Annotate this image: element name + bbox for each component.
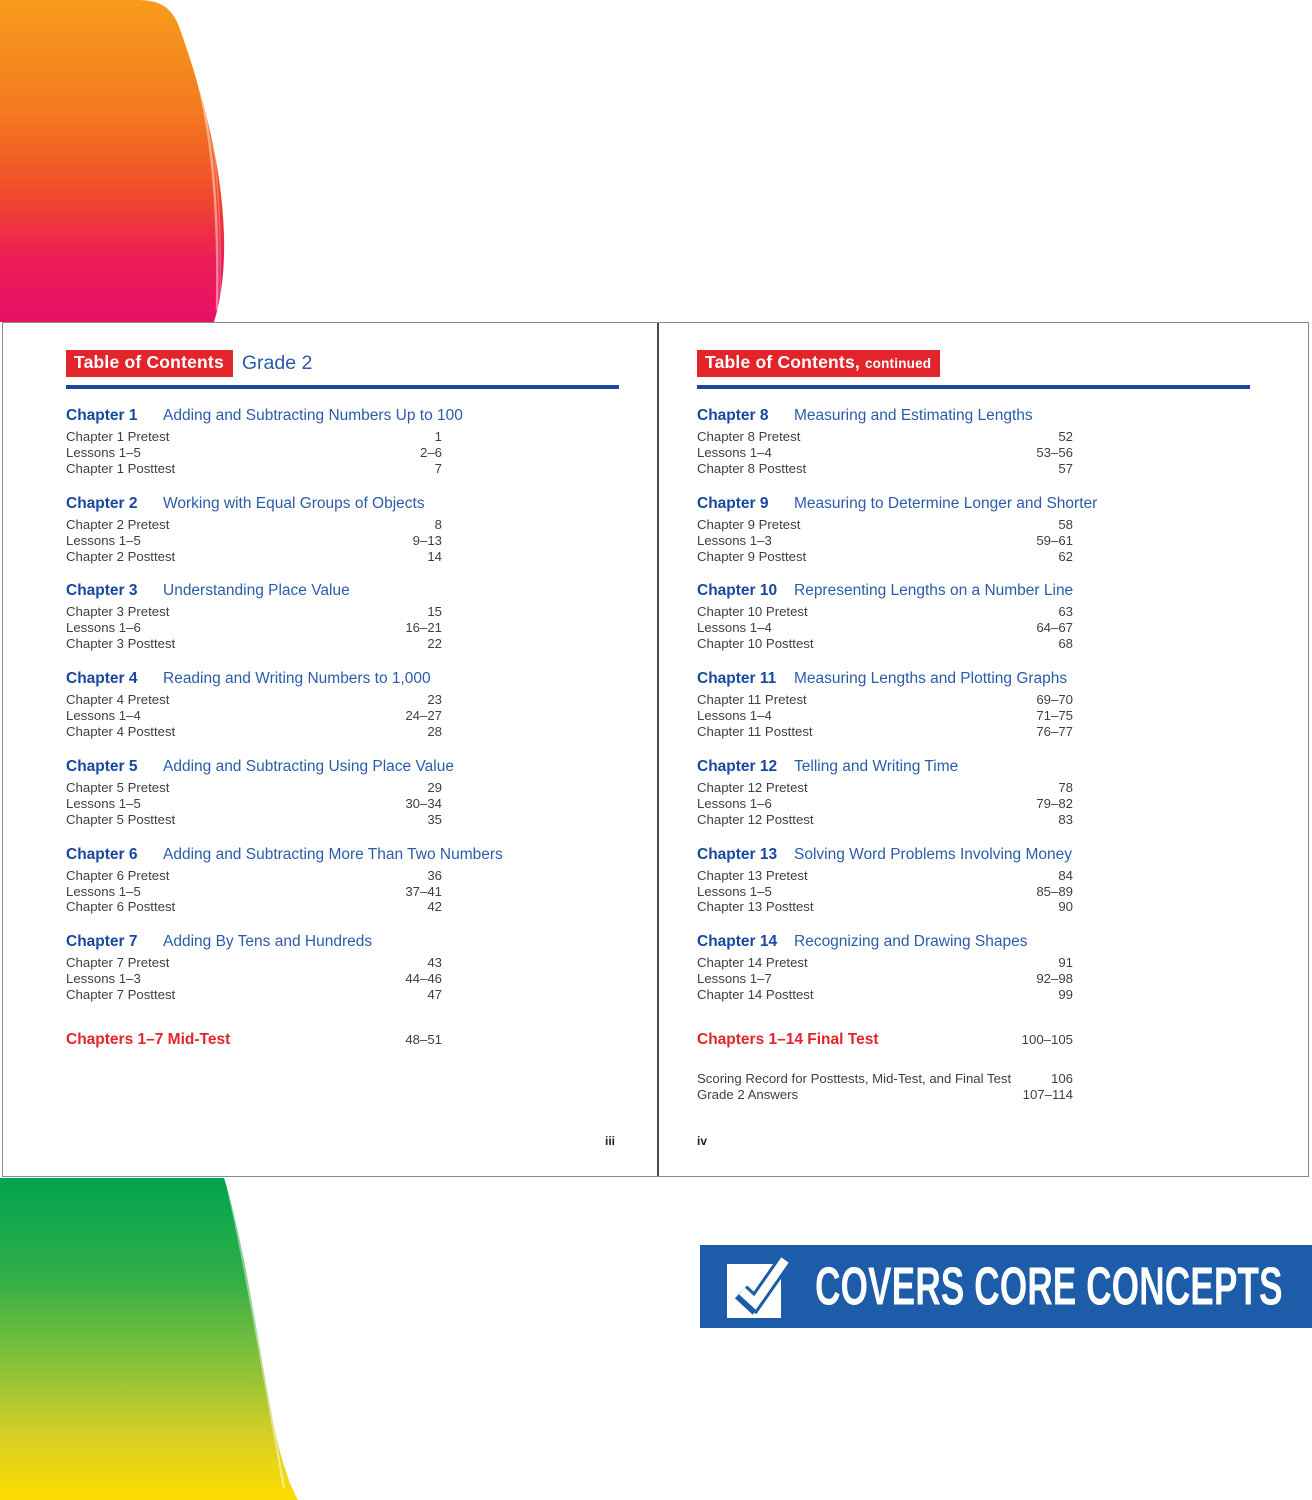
chapter-heading [66,669,657,689]
entry-label: Chapter 14 Posttest [697,987,814,1003]
toc-entry-row [66,812,442,828]
entry-label: Chapter 6 Posttest [66,899,176,915]
entry-label: Chapter 12 Posttest [697,811,814,827]
chapter-heading [697,581,1307,601]
chapter-entries [697,780,1073,828]
chapter-title: Adding and Subtracting Using Place Value [163,757,454,775]
toc-entry-row [66,971,442,987]
answers-row [697,1087,1073,1103]
toc-entry-row [66,533,442,549]
entry-label: Lessons 1–6 [66,620,141,636]
chapter-entries [697,517,1073,565]
entry-pages: 14 [427,548,442,564]
entry-label: Lessons 1–6 [697,795,772,811]
mid-test-row [66,1031,442,1049]
entry-pages: 23 [427,692,442,708]
entry-label: Chapter 7 Posttest [66,987,176,1003]
banner-label: COVERS CORE CONCEPTS [815,1256,1283,1317]
chapter-number: Chapter 11 [697,670,777,688]
entry-pages: 30–34 [405,795,442,811]
entry-label: Lessons 1–4 [66,708,141,724]
chapter-block [697,757,1307,828]
chapter-entries [697,692,1073,740]
chapter-number: Chapter 14 [697,933,778,951]
entry-pages: 36 [427,867,442,883]
entry-pages: 71–75 [1036,708,1073,724]
entry-label: Chapter 3 Posttest [66,636,176,652]
chapter-entries [66,692,442,740]
entry-pages: 99 [1058,987,1073,1003]
grade-label: Grade 2 [241,352,313,374]
entry-pages: 9–13 [412,532,442,548]
toc-entry-row [697,899,1073,915]
entry-label: Lessons 1–5 [66,795,141,811]
toc-entry-row [697,604,1073,620]
entry-label: Chapter 11 Pretest [697,692,807,708]
chapter-entries [66,780,442,828]
chapter-number: Chapter 8 [697,407,769,424]
chapter-block [697,845,1307,916]
toc-header-badge-continued [697,350,940,377]
entry-pages: 68 [1058,636,1073,652]
chapter-number: Chapter 2 [66,494,138,512]
entry-pages: 64–67 [1036,620,1073,636]
entry-label: Chapter 10 Pretest [697,604,808,620]
toc-entry-row [697,724,1073,740]
entry-label: Chapter 5 Posttest [66,811,176,827]
chapter-entries [66,429,442,477]
chapter-title: Solving Word Problems Involving Money [794,845,1072,863]
final-test-row [697,1031,1073,1049]
mid-test-label: Chapters 1–7 Mid-Test [66,1031,231,1049]
entry-label: Grade 2 Answers [697,1087,799,1103]
orange-pink-gradient-shape [0,0,240,322]
entry-pages: 79–82 [1036,795,1073,811]
toc-page-right [659,323,1307,1176]
checkbox-check-icon [725,1254,801,1320]
entry-label: Chapter 6 Pretest [66,867,170,883]
toc-entry-row [697,517,1073,533]
toc-header-badge-label: Table of Contents, [705,352,860,373]
toc-entry-row [66,708,442,724]
entry-pages: 43 [427,955,442,971]
entry-label: Lessons 1–3 [697,532,772,548]
entry-pages: 78 [1058,779,1073,795]
entry-pages: 84 [1058,867,1073,883]
toc-entry-row [697,868,1073,884]
entry-label: Lessons 1–4 [697,708,772,724]
toc-entry-row [66,899,442,915]
chapter-title: Reading and Writing Numbers to 1,000 [163,670,431,688]
entry-label: Scoring Record for Posttests, Mid-Test, and Final Test [697,1071,1012,1087]
toc-entry-row [66,549,442,565]
entry-pages: 57 [1058,460,1073,476]
toc-entry-row [66,796,442,812]
entry-pages: 37–41 [405,883,442,899]
entry-label: Lessons 1–4 [697,620,772,636]
entry-pages: 47 [427,987,442,1003]
toc-header-left [66,350,657,377]
toc-entry-row [66,461,442,477]
chapter-heading [697,669,1307,689]
chapter-block [66,757,657,828]
chapter-heading [66,494,657,514]
entry-pages: 106 [1050,1071,1073,1087]
chapter-number: Chapter 4 [66,670,138,688]
toc-entry-row [697,955,1073,971]
toc-entry-row [697,692,1073,708]
final-test-pages: 100–105 [1021,1032,1073,1048]
chapter-heading [66,581,657,601]
entry-pages: 85–89 [1036,883,1073,899]
entry-pages: 76–77 [1036,723,1073,739]
toc-header-badge-label: Table of Contents [74,352,224,373]
toc-entry-row [697,461,1073,477]
chapter-heading [697,845,1307,865]
chapter-entries [66,868,442,916]
header-rule [66,385,619,389]
entry-label: Lessons 1–5 [697,883,772,899]
toc-entry-row [66,987,442,1003]
entry-label: Chapter 9 Pretest [697,516,801,532]
chapter-block [66,494,657,565]
entry-label: Chapter 2 Pretest [66,516,170,532]
chapter-title: Recognizing and Drawing Shapes [794,933,1028,951]
chapter-number: Chapter 13 [697,845,778,863]
entry-label: Chapter 4 Pretest [66,692,170,708]
toc-entry-row [697,780,1073,796]
entry-pages: 24–27 [405,708,442,724]
chapter-heading [66,932,657,952]
chapter-heading [66,406,657,426]
chapter-block [697,494,1307,565]
header-rule [697,385,1250,389]
entry-pages: 91 [1058,955,1073,971]
toc-entry-row [697,533,1073,549]
toc-entry-row [697,549,1073,565]
chapter-title: Understanding Place Value [163,582,350,600]
entry-pages: 28 [427,723,442,739]
back-matter-rows [697,1071,1073,1103]
entry-pages: 8 [434,516,442,532]
final-test-label: Chapters 1–14 Final Test [697,1031,879,1049]
entry-label: Chapter 9 Posttest [697,548,807,564]
toc-entry-row [697,884,1073,900]
toc-entry-row [66,636,442,652]
chapter-block [697,669,1307,740]
entry-pages: 92–98 [1036,971,1073,987]
entry-pages: 1 [434,429,442,444]
chapter-heading [697,757,1307,777]
entry-pages: 15 [427,604,442,620]
chapter-block [697,581,1307,652]
chapter-entries [66,517,442,565]
entry-pages: 90 [1058,899,1073,915]
toc-entry-row [66,724,442,740]
chapter-title: Working with Equal Groups of Objects [163,494,425,512]
entry-label: Chapter 7 Pretest [66,955,170,971]
toc-entry-row [66,955,442,971]
entry-label: Chapter 10 Posttest [697,636,814,652]
chapter-block [66,406,657,477]
entry-label: Chapter 13 Pretest [697,867,808,883]
entry-label: Chapter 8 Pretest [697,429,801,444]
chapter-entries [697,604,1073,652]
toc-entry-row [66,868,442,884]
chapter-list-right [697,406,1307,1003]
toc-entry-row [66,604,442,620]
page-number-iv: iv [697,1134,708,1148]
chapter-number: Chapter 7 [66,933,138,951]
entry-label: Chapter 1 Posttest [66,460,176,476]
chapter-number: Chapter 3 [66,582,138,600]
toc-header-right [697,350,1307,377]
chapter-block [66,669,657,740]
toc-entry-row [66,445,442,461]
toc-entry-row [697,429,1073,445]
entry-label: Chapter 3 Pretest [66,604,170,620]
entry-pages: 16–21 [405,620,442,636]
toc-page-left [3,323,657,1176]
entry-label: Lessons 1–7 [697,971,772,987]
chapter-heading [66,757,657,777]
scoring-record-row [697,1071,1073,1087]
entry-pages: 69–70 [1036,692,1073,708]
entry-pages: 42 [427,899,442,915]
toc-entry-row [697,620,1073,636]
chapter-title: Adding and Subtracting More Than Two Numbers [163,845,503,863]
entry-pages: 59–61 [1036,532,1073,548]
entry-label: Lessons 1–3 [66,971,141,987]
toc-entry-row [66,620,442,636]
chapter-title: Adding By Tens and Hundreds [163,933,373,951]
chapter-block [66,845,657,916]
entry-label: Chapter 11 Posttest [697,723,813,739]
entry-label: Chapter 13 Posttest [697,899,814,915]
toc-entry-row [697,708,1073,724]
chapter-number: Chapter 6 [66,845,138,863]
toc-entry-row [697,796,1073,812]
chapter-title: Telling and Writing Time [794,757,959,775]
toc-header-badge [66,350,233,377]
entry-label: Chapter 4 Posttest [66,723,176,739]
chapter-entries [697,429,1073,477]
entry-pages: 83 [1058,811,1073,827]
entry-pages: 44–46 [405,971,442,987]
chapter-title: Measuring Lengths and Plotting Graphs [794,670,1068,688]
toc-entry-row [697,971,1073,987]
toc-entry-row [66,429,442,445]
entry-label: Chapter 14 Pretest [697,955,808,971]
toc-entry-row [66,780,442,796]
chapter-entries [697,955,1073,1003]
chapter-title: Adding and Subtracting Numbers Up to 100 [163,407,463,424]
toc-entry-row [697,987,1073,1003]
chapter-title: Representing Lengths on a Number Line [794,582,1074,600]
chapter-block [66,932,657,1003]
table-of-contents-spread [2,322,1309,1177]
entry-label: Chapter 8 Posttest [697,460,807,476]
covers-core-concepts-banner [700,1245,1312,1328]
chapter-number: Chapter 10 [697,582,778,600]
entry-pages: 2–6 [419,444,442,460]
chapter-entries [66,955,442,1003]
toc-entry-row [66,692,442,708]
entry-pages: 22 [427,636,442,652]
chapter-block [697,932,1307,1003]
entry-pages: 58 [1058,516,1073,532]
chapter-number: Chapter 5 [66,757,138,775]
entry-pages: 107–114 [1022,1087,1073,1103]
chapter-entries [66,604,442,652]
entry-pages: 35 [427,811,442,827]
entry-pages: 63 [1058,604,1073,620]
chapter-list-left [66,406,657,1003]
chapter-heading [697,932,1307,952]
chapter-block [697,406,1307,477]
toc-entry-row [697,812,1073,828]
chapter-heading [697,494,1307,514]
entry-label: Lessons 1–5 [66,883,141,899]
entry-pages: 29 [427,779,442,795]
chapter-entries [697,868,1073,916]
chapter-number: Chapter 1 [66,407,138,424]
toc-entry-row [697,636,1073,652]
entry-pages: 7 [434,460,442,476]
green-yellow-gradient-shape [0,1178,320,1500]
page-number-iii: iii [604,1134,615,1148]
toc-entry-row [66,517,442,533]
entry-label: Chapter 5 Pretest [66,779,170,795]
chapter-number: Chapter 12 [697,757,778,775]
chapter-heading [697,406,1307,426]
entry-label: Chapter 1 Pretest [66,429,170,444]
entry-label: Lessons 1–5 [66,532,141,548]
entry-label: Chapter 12 Pretest [697,779,808,795]
mid-test-pages: 48–51 [405,1032,442,1048]
entry-pages: 53–56 [1036,444,1073,460]
chapter-block [66,581,657,652]
chapter-heading [66,845,657,865]
toc-entry-row [66,884,442,900]
entry-label: Chapter 2 Posttest [66,548,176,564]
chapter-number: Chapter 9 [697,494,769,512]
toc-entry-row [697,445,1073,461]
chapter-title: Measuring and Estimating Lengths [794,407,1033,424]
entry-label: Lessons 1–4 [697,444,772,460]
entry-label: Lessons 1–5 [66,444,141,460]
entry-pages: 62 [1058,548,1073,564]
toc-header-continued-label: continued [864,356,932,372]
entry-pages: 52 [1058,429,1073,444]
chapter-title: Measuring to Determine Longer and Shorter [794,494,1098,512]
